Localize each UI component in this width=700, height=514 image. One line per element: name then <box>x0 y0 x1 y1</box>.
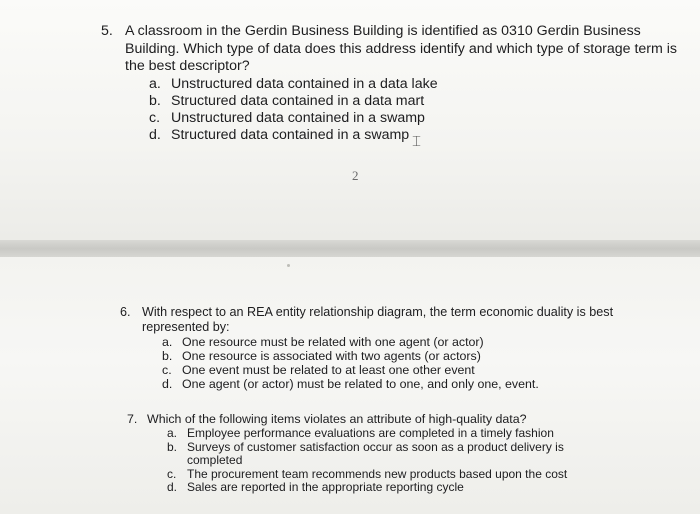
option-letter: a. <box>162 335 173 349</box>
text-cursor-icon: ⌶ <box>412 132 422 150</box>
option-letter: a. <box>167 426 178 440</box>
question-6-stem-line-2: represented by: <box>142 320 230 334</box>
option-text: Structured data contained in a swamp <box>171 126 410 143</box>
option-text: Employee performance evaluations are completed in a timely fashion <box>187 426 554 440</box>
page-speck <box>287 264 290 267</box>
question-7-option-d <box>167 481 527 495</box>
option-text: One resource must be related with one agent (or actor) <box>182 335 484 349</box>
question-5-option-d <box>149 127 661 144</box>
question-6 <box>120 305 613 391</box>
option-text: Unstructured data contained in a swamp <box>171 109 425 126</box>
question-5-option-a <box>149 76 661 93</box>
question-7-stem-line-1: Which of the following items violates an attribute of high-quality data? <box>147 412 527 426</box>
question-7-option-b <box>167 439 564 468</box>
question-6-options <box>120 335 613 391</box>
option-letter: b. <box>167 439 178 454</box>
question-7-option-a <box>167 426 554 441</box>
option-letter: d. <box>162 377 173 391</box>
question-5-stem-line-2: Building. Which type of data does this address identify and which type of storage term is <box>125 40 678 57</box>
option-letter: c. <box>167 466 177 481</box>
question-7-number: 7. <box>127 412 138 426</box>
option-letter: a. <box>149 75 161 92</box>
question-5-option-b <box>149 93 661 110</box>
option-text-line-2: completed <box>187 453 243 467</box>
question-5-stem-line-1: A classroom in the Gerdin Business Building is identified as 0310 Gerdin Business <box>125 23 641 39</box>
question-5-stem-line-3: the best descriptor? <box>125 58 250 74</box>
question-6-stem-line-1: With respect to an REA entity relationship diagram, the term economic duality is best <box>142 305 614 319</box>
question-5-options <box>101 76 661 144</box>
option-text: One agent (or actor) must be related to one, and only one, event. <box>182 377 539 391</box>
option-text: One resource is associated with two agents (or actors) <box>182 349 481 363</box>
option-text-line-1: Surveys of customer satisfaction occur as soon as a product delivery is <box>187 439 564 454</box>
question-6-option-b <box>162 349 613 363</box>
option-text: The procurement team recommends new products based upon the cost <box>187 466 568 481</box>
option-text: One event must be related to at least one other event <box>182 363 475 377</box>
question-5-option-c <box>149 110 661 127</box>
question-7-options <box>127 426 568 495</box>
option-text: Structured data contained in a data mart <box>171 92 425 109</box>
option-text <box>187 441 564 468</box>
question-5-number: 5. <box>101 23 113 39</box>
question-6-option-d <box>162 377 613 391</box>
option-letter: c. <box>149 109 161 126</box>
option-letter: c. <box>162 363 172 377</box>
page-gap <box>0 240 700 257</box>
question-6-number: 6. <box>120 305 131 319</box>
option-letter: b. <box>162 349 173 363</box>
option-letter: b. <box>149 92 161 109</box>
option-text: Unstructured data contained in a data lake <box>171 75 438 92</box>
question-5 <box>101 23 678 144</box>
page-number: 2 <box>352 168 359 183</box>
option-letter: d. <box>167 480 178 494</box>
question-7 <box>127 412 568 495</box>
question-6-option-a <box>162 335 613 349</box>
question-6-option-c <box>162 363 613 377</box>
option-letter: d. <box>149 126 161 143</box>
option-text: Sales are reported in the appropriate reporting cycle <box>187 480 464 494</box>
question-7-option-c <box>167 466 568 482</box>
